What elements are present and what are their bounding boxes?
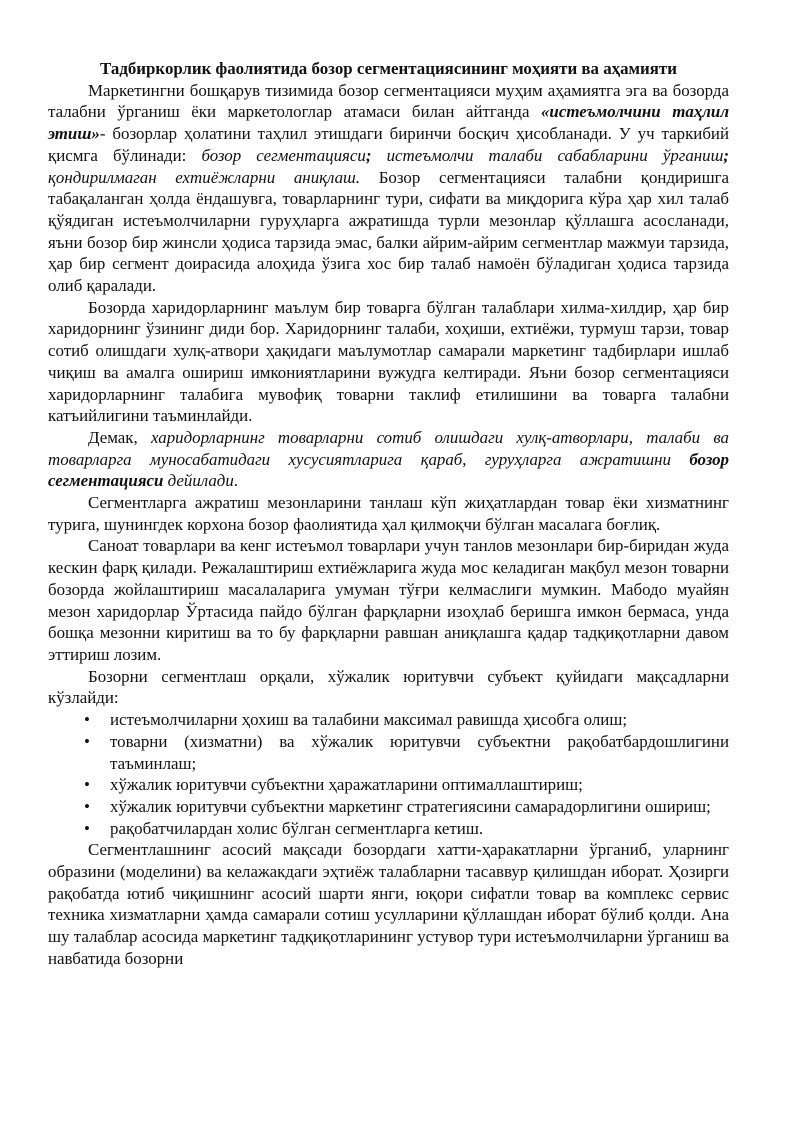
p3-text-1: Демак, (88, 427, 151, 447)
p1-italic-segmentation: бозор сегментацияси (201, 145, 366, 165)
p1-semicolon-2: ; (723, 145, 729, 165)
p3-term-market-segmentation: бозор сегментацияси (48, 449, 729, 491)
p1-semicolon-1: ; (365, 145, 372, 165)
paragraph-main-goal: Сегментлашнинг асосий мақсади бозордаги хатти-ҳаракатларни ўрганиб, уларнинг образини (моделини) ва келажакдаги эҳтиёж талабларни тасаввур қилишдан иборат. Ҳозирги рақобатда ютиб чиқишнинг асосий шарти янги, юқори сифатли товар ва комплекс сервис техника хизматларни ҳамда самарали сотиш усулларини қўллашдан иборат бўлиб қолди. Ана шу талаблар асосида маркетинг тадқиқотларининг устувор тури истеъмолчиларни ўрганиш ва навбатида бозорни (48, 840, 729, 968)
p1-emphasis-consumer-analysis: «истеъмолчини таҳлил этиш» (48, 102, 729, 144)
p3-italic-definition: харидорларнинг товарларни сотиб олишдаги хулқ-атворлари, талаби ва товарларга муносабатидаги хусусиятларига қараб, гуруҳларга ажратишни (48, 427, 729, 469)
paragraph-goals-intro: Бозорни сегментлаш орқали, хўжалик юритувчи субъект қуйидаги мақсадларни кўзлайди: (48, 666, 729, 708)
paragraph-criteria-choice: Сегментларга ажратиш мезонларини танлаш кўп жиҳатлардан товар ёки хизматнинг турига, шунингдек корхона бозор фаолиятида ҳал қилмоқчи бўлган масалага боғлиқ. (48, 493, 729, 534)
document-title: Тадбиркорлик фаолиятида бозор сегментациясининг моҳияти ва аҳамияти (100, 59, 677, 78)
paragraph-buyer-demands: Бозорда харидорларнинг маълум бир товарга бўлган талаблари хилма-хилдир, ҳар бир харидорнинг ўзининг диди бор. Харидорнинг талаби, хоҳиши, ехтиёжи, турмуш тарзи, товар сотиб олишдаги хулқ-атвори ҳақидаги маълумотлар самарали маркетинг тадбирлари ишлаб чиқиш ва амалга ошириш имкониятларини вужудга келтиради. Яъни бозор сегментацияси харидорларнинг талабига мувофиқ товарни таклиф етилишини ва товарга талабни катъийлигини таъминлайди. (48, 297, 729, 426)
p3-italic-called: дейилади (163, 471, 234, 491)
list-item: • рақобатчилардан холис бўлган сегментларга кетиш. (110, 818, 729, 840)
p1-text-1: Маркетингни бошқарув тизимида бозор сегментацияси муҳим аҳамиятга эга ва бозорда талабни ўрганиш ёки маркетологлар атамаси билан айтганда (48, 80, 729, 122)
goals-list (48, 709, 729, 839)
list-item: • истеъмолчиларни ҳохиш ва талабини максимал равишда ҳисобга олиш; (110, 709, 729, 731)
p1-text-2: - бозорлар ҳолатини таҳлил этишдаги биринчи босқич ҳисобланади. У уч таркибий қисмга бўлинади: (48, 124, 729, 165)
paragraph-segmentation-intro (48, 80, 729, 297)
p3-text-2: . (233, 471, 239, 491)
paragraph-definition (48, 427, 729, 492)
list-item: • товарни (хизматни) ва хўжалик юритувчи субъектни рақобатбардошлигини таъминлаш; (110, 731, 729, 774)
list-item: • хўжалик юритувчи субъектни ҳаражатларини оптималлаштириш; (110, 774, 729, 796)
p1-text-3: Бозор сегментацияси талабни қондиришга табақаланган ҳолда ёндашувга, товарларнинг тури, сифати ва миқдорига кўра ҳар хил талаб қўядиган истеъмолчиларни гуруҳларга ажратишда турли мезонлар қўллашга асосланади, яъни бозор бир жинсли ҳодиса тарзида эмас, балки айрим-айрим сегментлар мажмуи тарзида, ҳар бир сегмент доирасида алоҳида ўзига хос бир талаб намоён бўладиган ҳодиса тарзида олиб қаралади. (48, 167, 729, 296)
p1-italic-demand-causes: истеъмолчи талаби сабабларини ўрганиш (371, 145, 724, 165)
list-item: • хўжалик юритувчи субъектни маркетинг стратегиясини самарадорлигини ошириш; (110, 796, 729, 818)
p1-italic-unmet-needs: қондирилмаган ехтиёжларни аниқлаш. (48, 167, 361, 187)
paragraph-criteria-differences: Саноат товарлари ва кенг истеъмол товарлари учун танлов мезонлари бир-биридан жуда кескин фарқ қилади. Режалаштириш ехтиёжларига жуда мос келадиган мақбул мезон товарни бозорда жойлаштириш масалаларига умуман тўғри келмаслиги мумкин. Мабодо муайян мезон харидорлар Ўртасида пайдо бўлган фарқларни изоҳлаб беришга имкон бермаса, унда бошқа мезонни киритиш ва то бу фарқларни равшан аниқлашга қадар тадқиқотларни давом эттириш лозим. (48, 536, 729, 664)
